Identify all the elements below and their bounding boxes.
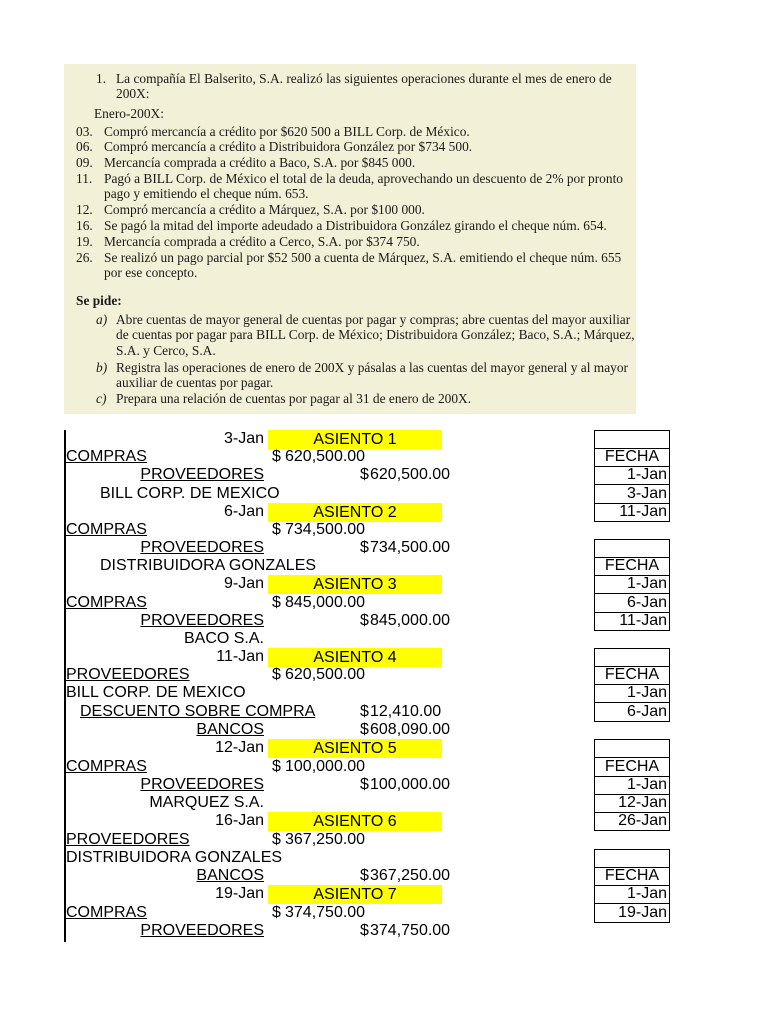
- debit-account: PROVEEDORES: [66, 666, 190, 683]
- operation-day: 19.: [76, 234, 93, 249]
- entry-date: 19-Jan: [215, 885, 264, 902]
- operation-text: Mercancía comprada a crédito a Cerco, S.A. por $374 750.: [104, 234, 420, 249]
- currency-symbol: $: [360, 721, 369, 738]
- entry-label[interactable]: ASIENTO 6: [268, 812, 442, 831]
- entry-date: 12-Jan: [215, 739, 264, 756]
- entry-label[interactable]: ASIENTO 7: [268, 885, 442, 904]
- credit-account: PROVEEDORES: [140, 539, 264, 556]
- entry-label[interactable]: ASIENTO 4: [268, 648, 442, 667]
- entry-label[interactable]: ASIENTO 5: [268, 739, 442, 758]
- side-table-date: 26-Jan: [594, 812, 670, 831]
- side-table-blank-row: [594, 539, 670, 558]
- task-text: auxiliar de cuentas por pagar.: [116, 375, 274, 390]
- entry-note: BILL CORP. DE MEXICO: [100, 485, 280, 502]
- operation-text: Pagó a BILL Corp. de México el total de la deuda, aprovechando un descuento de 2% por pronto: [104, 171, 623, 186]
- currency-symbol: $: [360, 466, 369, 483]
- entry-note: MARQUEZ S.A.: [149, 794, 264, 811]
- operation-text: Se pagó la mitad del importe adeudado a Distribuidora González girando el cheque núm. 654.: [104, 218, 607, 233]
- credit-account: BANCOS: [196, 867, 264, 884]
- month-heading: Enero-200X:: [94, 106, 164, 121]
- entry-label[interactable]: ASIENTO 3: [268, 575, 442, 594]
- entry-label[interactable]: ASIENTO 1: [268, 430, 442, 449]
- task-letter: b): [96, 360, 108, 375]
- entry-date: 3-Jan: [223, 430, 264, 447]
- task-text: de cuentas por pagar para BILL Corp. de México; Distribuidora González; Baco, S.A.; Márquez,: [116, 327, 635, 342]
- side-table-date: 1-Jan: [594, 684, 670, 703]
- problem-statement: [64, 64, 636, 414]
- side-table-header: FECHA: [594, 666, 670, 685]
- side-table-header: FECHA: [594, 758, 670, 777]
- debit-account: COMPRAS: [66, 904, 147, 921]
- task-text: Registra las operaciones de enero de 200X y pásalas a las cuentas del mayor general y al mayor: [116, 360, 628, 375]
- debit-account: COMPRAS: [66, 448, 147, 465]
- credit-account: PROVEEDORES: [140, 776, 264, 793]
- operation-day: 11.: [76, 171, 93, 186]
- operation-text: Compró mercancía a crédito a Márquez, S.A. por $100 000.: [104, 202, 425, 217]
- entry-date: 6-Jan: [223, 503, 264, 520]
- entry-date: 9-Jan: [223, 575, 264, 592]
- operation-day: 06.: [76, 139, 93, 154]
- currency-symbol: $: [360, 776, 369, 793]
- currency-symbol: $: [272, 666, 281, 683]
- side-table-date: 11-Jan: [594, 612, 670, 631]
- entry-note: BILL CORP. DE MEXICO: [66, 684, 246, 701]
- operation-day: 03.: [76, 124, 93, 139]
- operation-text: por ese concepto.: [104, 265, 198, 280]
- side-table-date: 1-Jan: [594, 575, 670, 594]
- credit-amount: 608,090.00: [370, 721, 451, 738]
- currency-symbol: $: [272, 904, 281, 921]
- side-table-blank-row: [594, 739, 670, 758]
- entry-date: 11-Jan: [216, 648, 264, 665]
- credit-account: BANCOS: [196, 721, 264, 738]
- debit-account: COMPRAS: [66, 594, 147, 611]
- task-text: Abre cuentas de mayor general de cuentas por pagar y compras; abre cuentas del mayor auxiliar: [116, 312, 631, 327]
- debit-amount: 734,500.00: [285, 521, 366, 538]
- side-table-header: FECHA: [594, 867, 670, 886]
- credit-amount: 734,500.00: [370, 539, 451, 556]
- entry-note: DISTRIBUIDORA GONZALES: [100, 557, 317, 574]
- operation-day: 12.: [76, 202, 93, 217]
- entry-label[interactable]: ASIENTO 2: [268, 503, 442, 522]
- side-table-blank-row: [594, 849, 670, 868]
- credit-amount: 845,000.00: [370, 612, 451, 629]
- side-table-date: 1-Jan: [594, 885, 670, 904]
- side-table-date: 3-Jan: [594, 485, 670, 504]
- debit-account: PROVEEDORES: [66, 831, 190, 848]
- operation-day: 26.: [76, 250, 93, 265]
- side-table-date: 6-Jan: [594, 703, 670, 722]
- debit-account: COMPRAS: [66, 758, 147, 775]
- credit-amount: 374,750.00: [370, 922, 451, 939]
- side-table-date: 1-Jan: [594, 776, 670, 795]
- debit-account: COMPRAS: [66, 521, 147, 538]
- operation-text: pago y emitiendo el cheque núm. 653.: [104, 186, 309, 201]
- debit-amount: 367,250.00: [285, 831, 366, 848]
- debit-amount: 620,500.00: [285, 448, 366, 465]
- side-table-date: 19-Jan: [594, 904, 670, 923]
- currency-symbol: $: [272, 448, 281, 465]
- currency-symbol: $: [272, 521, 281, 538]
- operation-text: Se realizó un pago parcial por $52 500 a cuenta de Márquez, S.A. emitiendo el cheque núm. 655: [104, 250, 622, 265]
- currency-symbol: $: [272, 594, 281, 611]
- task-letter: a): [96, 312, 108, 327]
- debit-amount: 845,000.00: [285, 594, 366, 611]
- side-table-header: FECHA: [594, 448, 670, 467]
- side-table-date: 12-Jan: [594, 794, 670, 813]
- task-letter: c): [96, 391, 107, 406]
- currency-symbol: $: [360, 703, 369, 720]
- credit-account: DESCUENTO SOBRE COMPRA: [80, 703, 316, 720]
- credit-amount: 620,500.00: [370, 466, 451, 483]
- currency-symbol: $: [360, 867, 369, 884]
- operation-text: Compró mercancía a crédito por $620 500 a BILL Corp. de México.: [104, 124, 470, 139]
- entry-note: BACO S.A.: [183, 630, 264, 647]
- credit-account: PROVEEDORES: [140, 466, 264, 483]
- currency-symbol: $: [360, 612, 369, 629]
- entry-date: 16-Jan: [215, 812, 264, 829]
- debit-amount: 620,500.00: [285, 666, 366, 683]
- task-text: Prepara una relación de cuentas por pagar al 31 de enero de 200X.: [116, 391, 472, 406]
- operation-text: Compró mercancía a crédito a Distribuidora González por $734 500.: [104, 139, 473, 154]
- side-table-header: FECHA: [594, 557, 670, 576]
- intro-line: La compañía El Balserito, S.A. realizó las siguientes operaciones durante el mes de enero de: [116, 71, 612, 86]
- credit-amount: 367,250.00: [370, 867, 451, 884]
- currency-symbol: $: [360, 922, 369, 939]
- side-table-date: 1-Jan: [594, 466, 670, 485]
- debit-amount: 374,750.00: [285, 904, 366, 921]
- side-table-blank-row: [594, 648, 670, 667]
- intro-number: 1.: [96, 71, 107, 86]
- debit-amount: 100,000.00: [285, 758, 366, 775]
- credit-amount: 12,410.00: [370, 703, 442, 720]
- credit-account: PROVEEDORES: [140, 922, 264, 939]
- entry-note: DISTRIBUIDORA GONZALES: [66, 849, 283, 866]
- currency-symbol: $: [272, 758, 281, 775]
- credit-account: PROVEEDORES: [140, 612, 264, 629]
- side-table-date: 6-Jan: [594, 594, 670, 613]
- operation-text: Mercancía comprada a crédito a Baco, S.A. por $845 000.: [104, 155, 416, 170]
- currency-symbol: $: [360, 539, 369, 556]
- currency-symbol: $: [272, 831, 281, 848]
- credit-amount: 100,000.00: [370, 776, 451, 793]
- side-table-blank-row: [594, 430, 670, 449]
- side-table-date: 11-Jan: [594, 503, 670, 522]
- operation-day: 09.: [76, 155, 93, 170]
- task-text: S.A. y Cerco, S.A.: [116, 343, 216, 358]
- operation-day: 16.: [76, 218, 93, 233]
- intro-line: 200X:: [116, 86, 150, 101]
- se-pide-heading: Se pide:: [76, 293, 122, 308]
